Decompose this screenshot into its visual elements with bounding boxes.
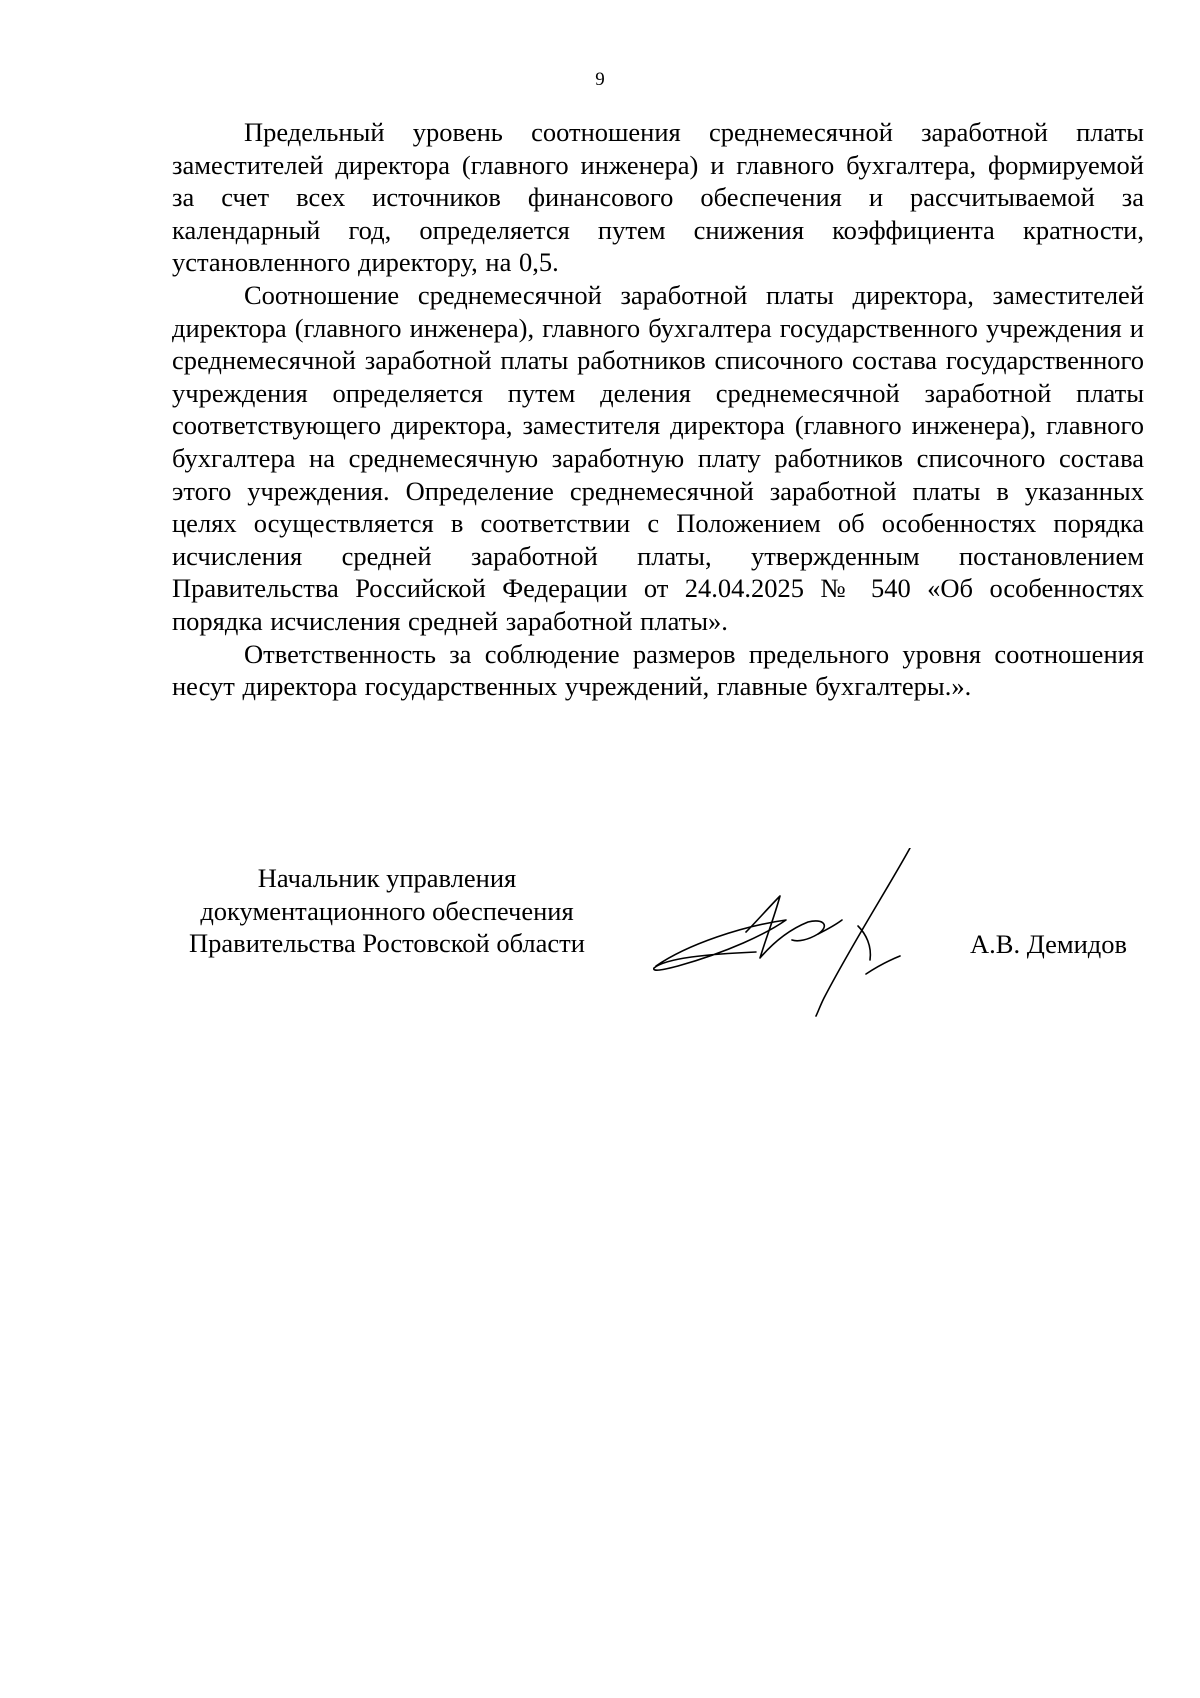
paragraph-salary-ratio-limit: Предельный уровень соотношения среднемесячной заработной платы заместителей директора (главного инженера) и главного бухгалтера, формируемой за счет всех источников финансового обеспечения и рассчитываемой за календарный год, определяется путем снижения коэффициента кратности, установленного директору, на 0,5. xyxy=(172,117,1144,278)
signer-position-line: Правительства Ростовской области xyxy=(189,928,585,959)
signer-position-line: Начальник управления xyxy=(257,863,517,893)
page-number: 9 xyxy=(595,69,605,90)
signer-position-line: документационного обеспечения xyxy=(200,895,574,926)
handwritten-signature-icon xyxy=(648,848,948,1018)
document-body xyxy=(172,116,1144,703)
signer-name: А.В. Демидов xyxy=(970,929,1128,959)
signer-position xyxy=(172,862,602,960)
paragraph-responsibility: Ответственность за соблюдение размеров предельного уровня соотношения несут директора государственных учреждений, главные бухгалтеры.». xyxy=(172,638,1144,702)
paragraph-salary-ratio-calculation: Соотношение среднемесячной заработной платы директора, заместителей директора (главного инженера), главного бухгалтера государственного учреждения и среднемесячной заработной платы работников списочного состава государственного учреждения определяется путем деления среднемесячной заработной платы соответствующего директора, заместителя директора (главного инженера), главного бухгалтера на среднемесячную заработную плату работников списочного состава этого учреждения. Определение среднемесячной заработной платы в указанных целях осуществляется в соответствии с Положением об особенностях порядка исчисления средней заработной платы, утвержденным постановлением Правительства Российской Федерации от 24.04.2025 № 540 «Об особенностях порядка исчисления средней заработной платы». xyxy=(172,279,1144,636)
